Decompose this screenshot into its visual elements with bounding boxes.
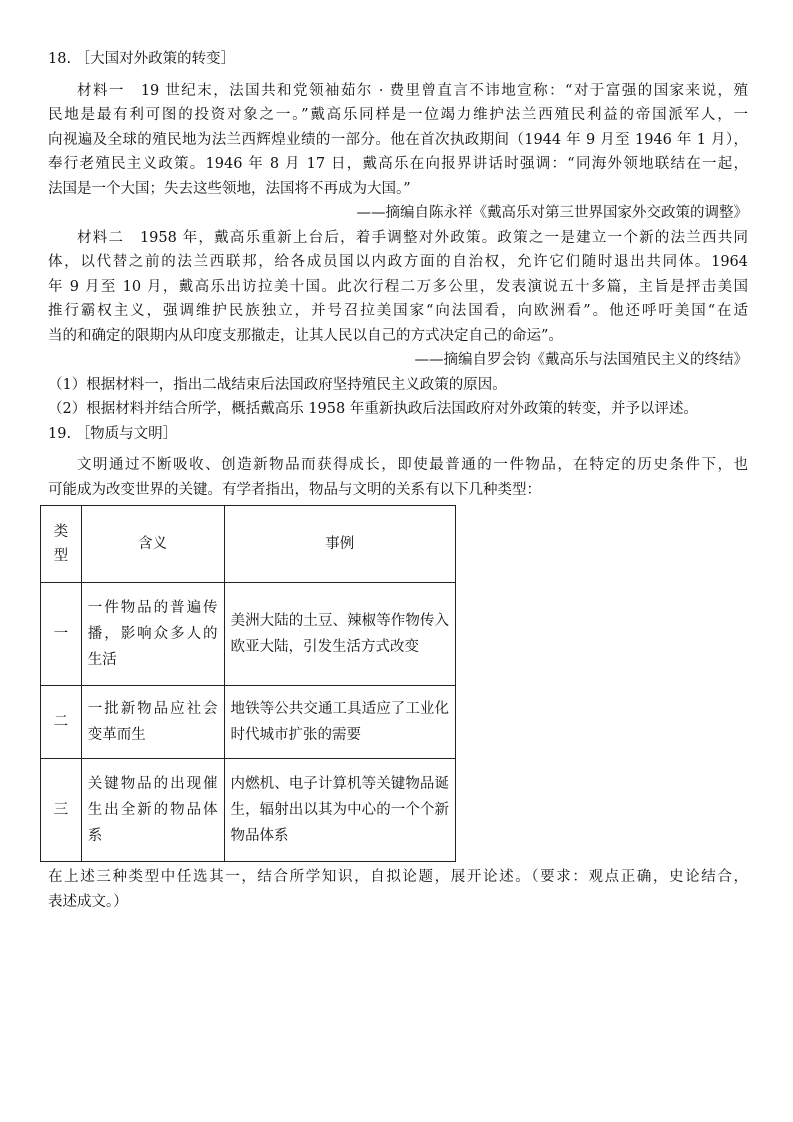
material-1: [48, 79, 748, 202]
intro-line: 文明通过不断吸收、创造新物品而获得成长，即使最普通的一件物品，在特定的历史条件下，也: [77, 457, 748, 473]
table-header-row: [41, 506, 456, 583]
row-meaning: 一批新物品应社会变革而生: [81, 686, 224, 759]
question-18-sub-2: （2）根据材料并结合所学，概括戴高乐 1958 年重新执政后法国政府对外政策的转变，并予以评述。: [48, 401, 698, 417]
material-1-line: 奉行老殖民主义政策。1946 年 8 月 17 日，戴高乐在向报界讲话时强调：“同海外领地联结在一起，: [48, 156, 748, 172]
material-2-line: 推行霸权主义，强调维护民族独立，并号召拉美国家“向法国看，向欧洲看”。他还呼吁美国“在适: [48, 303, 748, 319]
material-1-source: ——摘编自陈永祥《戴高乐对第三世界国家外交政策的调整》: [356, 205, 748, 221]
document-page: [48, 47, 748, 914]
material-1-line: 材料一 19 世纪末，法国共和党领袖茹尔 · 费里曾直言不讳地宣称：“对于富强的国家来说，殖: [77, 82, 748, 99]
instruction-line: 在上述三种类型中任选其一，结合所学知识，自拟论题，展开论述。（要求：观点正确，史论结合，: [48, 869, 748, 885]
question-19-title: 19. ［物质与文明］: [48, 425, 178, 442]
question-18-sub-1: （1）根据材料一，指出二战结束后法国政府坚持殖民主义政策的原因。: [48, 376, 507, 393]
material-2-line: 年 9 月至 10 月，戴高乐出访拉美十国。此次行程二万多公里，发表演说五十多篇，主旨是抨击美国: [48, 278, 748, 295]
material-2-line: 材料二 1958 年，戴高乐重新上台后，着手调整对外政策。政策之一是建立一个新的法兰西共同: [77, 229, 748, 246]
question-19-intro: [48, 453, 748, 502]
question-19-instruction: [48, 865, 748, 914]
row-meaning: 一件物品的普遍传播，影响众多人的生活: [81, 583, 224, 686]
header-meaning: 含义: [81, 506, 224, 583]
row-type: 二: [41, 686, 82, 759]
question-18-title: 18. ［大国对外政策的转变］: [48, 51, 236, 67]
row-type: 一: [41, 583, 82, 686]
material-2-line: 体，以代替之前的法兰西联邦，给各成员国以内政方面的自治权，允许它们随时退出共同体。1964: [48, 254, 748, 270]
instruction-line: 表述成文。）: [48, 893, 128, 910]
row-meaning: 关键物品的出现催生出全新的物品体系: [81, 759, 224, 862]
material-1-line: 法国是一个大国；失去这些领地，法国将不再成为大国。”: [48, 180, 411, 197]
types-table: [40, 505, 456, 862]
header-type: 类 型: [41, 506, 82, 583]
row-example: 地铁等公共交通工具适应了工业化时代城市扩张的需要: [224, 686, 455, 759]
material-1-line: 民地是最有利可图的投资对象之一。”戴高乐同样是一位竭力维护法兰西殖民利益的帝国派军人，一: [48, 107, 748, 123]
header-example: 事例: [224, 506, 455, 583]
row-example: 内燃机、电子计算机等关键物品诞生，辐射出以其为中心的一个个新物品体系: [224, 759, 455, 862]
row-example: 美洲大陆的土豆、辣椒等作物传入欧亚大陆，引发生活方式改变: [224, 583, 455, 686]
material-2-line: 当的和确定的限期内从印度支那撤走，让其人民以自己的方式决定自己的命运”。: [48, 327, 563, 344]
material-1-line: 向视遍及全球的殖民地为法兰西辉煌业绩的一部分。他在首次执政期间（1944 年 9 月至 1946 年 1 月），: [48, 131, 748, 148]
intro-line: 可能成为改变世界的关键。有学者指出，物品与文明的关系有以下几种类型：: [48, 481, 541, 498]
row-type: 三: [41, 759, 82, 862]
table-row: [41, 686, 456, 759]
material-2: [48, 226, 748, 349]
table-row: [41, 759, 456, 862]
material-2-source: ——摘编自罗会钧《戴高乐与法国殖民主义的终结》: [414, 352, 748, 368]
table-row: [41, 583, 456, 686]
